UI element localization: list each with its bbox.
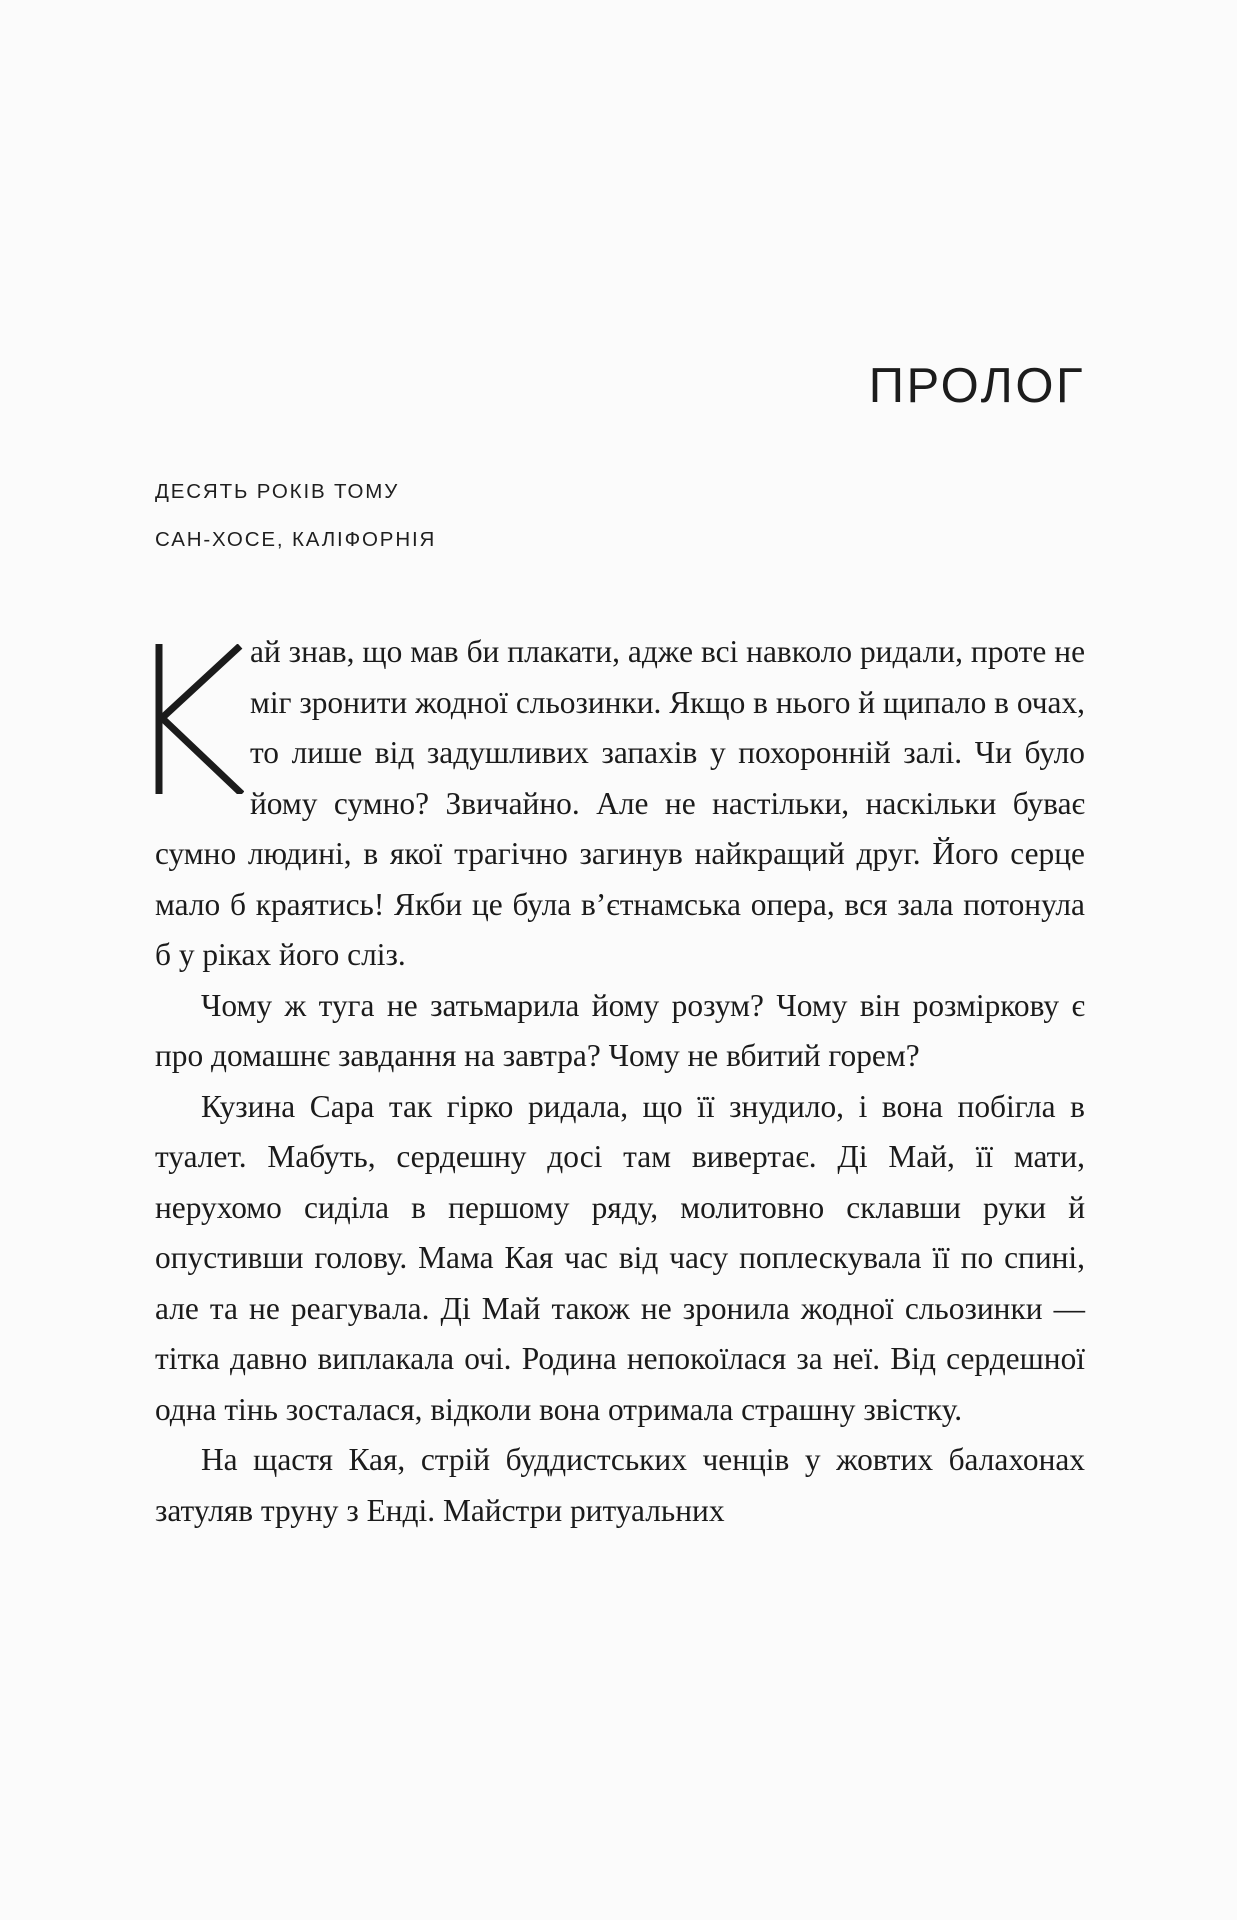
subtitle-block: [155, 482, 855, 550]
dropcap-letter-k-icon: [152, 644, 244, 794]
body-text: [155, 627, 1085, 1536]
paragraph-3: [155, 1082, 1085, 1436]
paragraph-4: [155, 1435, 1085, 1536]
subtitle-line-time: ДЕСЯТЬ РОКІВ ТОМУ: [155, 480, 400, 503]
paragraph-2-text: Чому ж туга не затьмарила йому розум? Чому він розміркову є про домашнє завдання на завтра? Чому не вбитий горем?: [155, 987, 1085, 1073]
paragraph-1-text: ай знав, що мав би плакати, адже всі навколо ридали, проте не міг зронити жодної сльозинки. Якщо в нього й щипало в очах, то лише від задушливих запахів у похоронній залі. Чи було йому сумно? Звичайно. Але не настільки, наскільки буває сумно людині, в якої трагічно загинув найкращий друг. Його серце мало б краятись! Якби це була в’єтнамська опера, вся зала потонула б у ріках його сліз.: [155, 634, 1085, 972]
subtitle-line-place: САН-ХОСЕ, КАЛІФОРНІЯ: [155, 527, 437, 551]
paragraph-4-text: На щастя Кая, стрій буддистських ченців у жовтих балахонах затуляв труну з Енді. Майстри ритуальних: [155, 1442, 1085, 1528]
paragraph-3-text: Кузина Сара так гірко ридала, що її знудило, і вона побігла в туалет. Мабуть, сердешну досі там вивертає. Ді Май, її мати, нерухомо сиділа в першому ряду, молитовно склавши руки й опустивши голову. Мама Кая час від часу поплескувала її по спині, але та не реагувала. Ді Май також не зронила жодної сльозинки — тітка давно виплакала очі. Родина непокоїлася за неї. Від сердешної одна тінь зосталася, відколи вона отримала страшну звістку.: [155, 1088, 1085, 1427]
page-title: ПРОЛОГ: [868, 359, 1085, 413]
paragraph-1: [155, 627, 1085, 981]
paragraph-2: [155, 981, 1085, 1082]
